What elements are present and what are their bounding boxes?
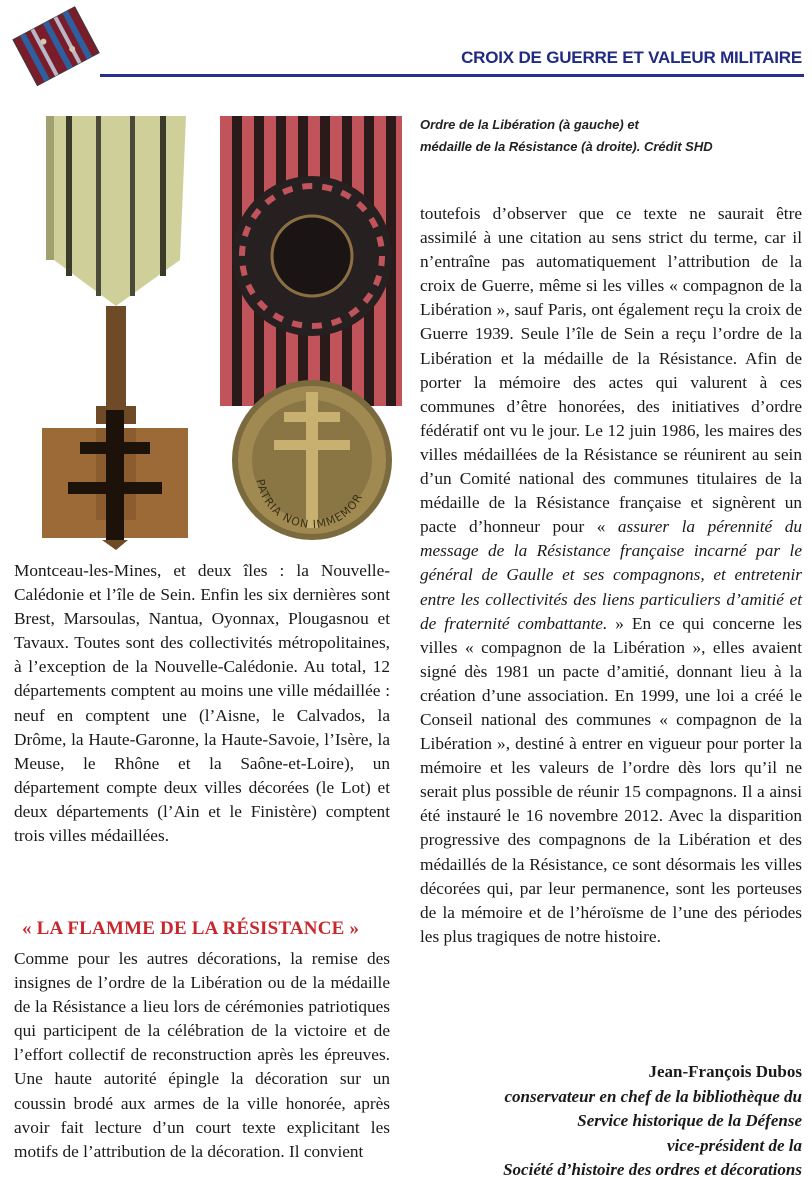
medaille-resistance-medal bbox=[220, 116, 402, 540]
medals-illustration bbox=[40, 110, 410, 550]
left-column-text-2 bbox=[14, 947, 390, 1164]
quote-text: assurer la pérennité du message de la Résistance française incarné par le général de Gaulle et ses compagnons, et entretenir entre les collectivités des liens particuliers d’amitié et de fraternité combattante. bbox=[420, 517, 803, 633]
subheading: « LA FLAMME DE LA RÉSISTANCE » bbox=[22, 918, 360, 939]
caption-line-1: Ordre de la Libération (à gauche) et bbox=[420, 117, 639, 132]
medal-inscription: PATRIA NON IMMEMOR bbox=[253, 477, 366, 532]
image-caption bbox=[420, 114, 800, 158]
header-rule bbox=[100, 74, 804, 77]
right-column-text bbox=[420, 202, 802, 949]
caption-line-2: médaille de la Résistance (à droite). Crédit SHD bbox=[420, 139, 713, 154]
author-signature bbox=[402, 1060, 802, 1183]
author-role: vice-président de la bbox=[666, 1135, 802, 1155]
ordre-liberation-medal bbox=[42, 116, 188, 550]
left-column-text bbox=[14, 559, 390, 848]
text-run: toutefois d’observer que ce texte ne saurait être assimilé à une citation au sens strict du terme, car il n’entraîne pas automatiquement l’attribution de la croix de Guerre, même si les villes « compagnon de la Libération », sauf Paris, ont également reçu la croix de Guerre 1939. Seule l’île de Sein a reçu l’ordre de la Libération et la médaille de la Résistance. Afin de porter la mémoire des actes qui valurent à ces communes d’être honorées, des initiatives d’ordre fédératif ont vu le jour. Le 12 juin 1986, les maires des villes médaillées de la Résistance se réunirent au sein d’un Comité national des communes titulaires de la médaille de la Résistance française et signèrent un pacte d’honneur pour « bbox=[420, 204, 802, 537]
section-title: CROIX DE GUERRE ET VALEUR MILITAIRE bbox=[461, 48, 802, 67]
ribbon-logo-icon bbox=[12, 6, 102, 90]
paragraph: Montceau-les-Mines, et deux îles : la Nouvelle-Calédonie et l’île de Sein. Enfin les six dernières sont Brest, Marsoulas, Nantua, Oyonnax, Plougasnou et Tavaux. Toutes sont des collectivités métropolitaines, à l’exception de la Nouvelle-Calédonie. Au total, 12 départements comptent au moins une ville médaillée : neuf en comptent une (l’Aisne, le Calvados, la Drôme, la Haute-Garonne, la Haute-Savoie, l’Isère, la Meuse, le Rhône et la Saône-et-Loire), un département compte deux villes décorées (le Lot) et deux départements (l’Ain et le Finistère) comptent trois villes médaillées. bbox=[14, 561, 390, 846]
author-role: conservateur en chef de la bibliothèque du bbox=[504, 1086, 802, 1106]
author-role: Société d’histoire des ordres et décorations bbox=[503, 1160, 802, 1179]
paragraph: Comme pour les autres décorations, la remise des insignes de l’ordre de la Libération ou de la médaille de la Résistance a lieu lors de cérémonies patriotiques qui participent de la célébration de la victoire et de l’effort collectif de reconstruction après les épreuves. Une haute autorité épingle la décoration sur un coussin brodé aux armes de la ville honorée, après avoir fait lecture d’un court texte explicitant les motifs de l’attribution de la décoration. Il convient bbox=[14, 949, 390, 1161]
text-run: » En ce qui concerne les villes « compagnon de la Libération », elles avaient signé dès 1981 un pacte d’amitié, donnant lieu à la création d’une association. En 1999, une loi a créé le Conseil national des communes « compagnon de la Libération », destiné à entrer en vigueur pour porter la mémoire et les valeurs de l’ordre dès lors qu’il ne serait plus possible de réunir 15 compagnons. Il a ainsi été instauré le 16 novembre 2012. Avec la disparition progressive des compagnons de la Libération et des médaillés de la Résistance, ce sont désormais les villes décorées qui, par leur permanence, sont les porteuses de la mémoire et de l’héroïsme de l’une des périodes les plus tragiques de notre histoire. bbox=[420, 613, 802, 946]
author-role: Service historique de la Défense bbox=[577, 1111, 802, 1130]
author-name: Jean-François Dubos bbox=[648, 1062, 802, 1081]
paragraph bbox=[420, 202, 802, 949]
